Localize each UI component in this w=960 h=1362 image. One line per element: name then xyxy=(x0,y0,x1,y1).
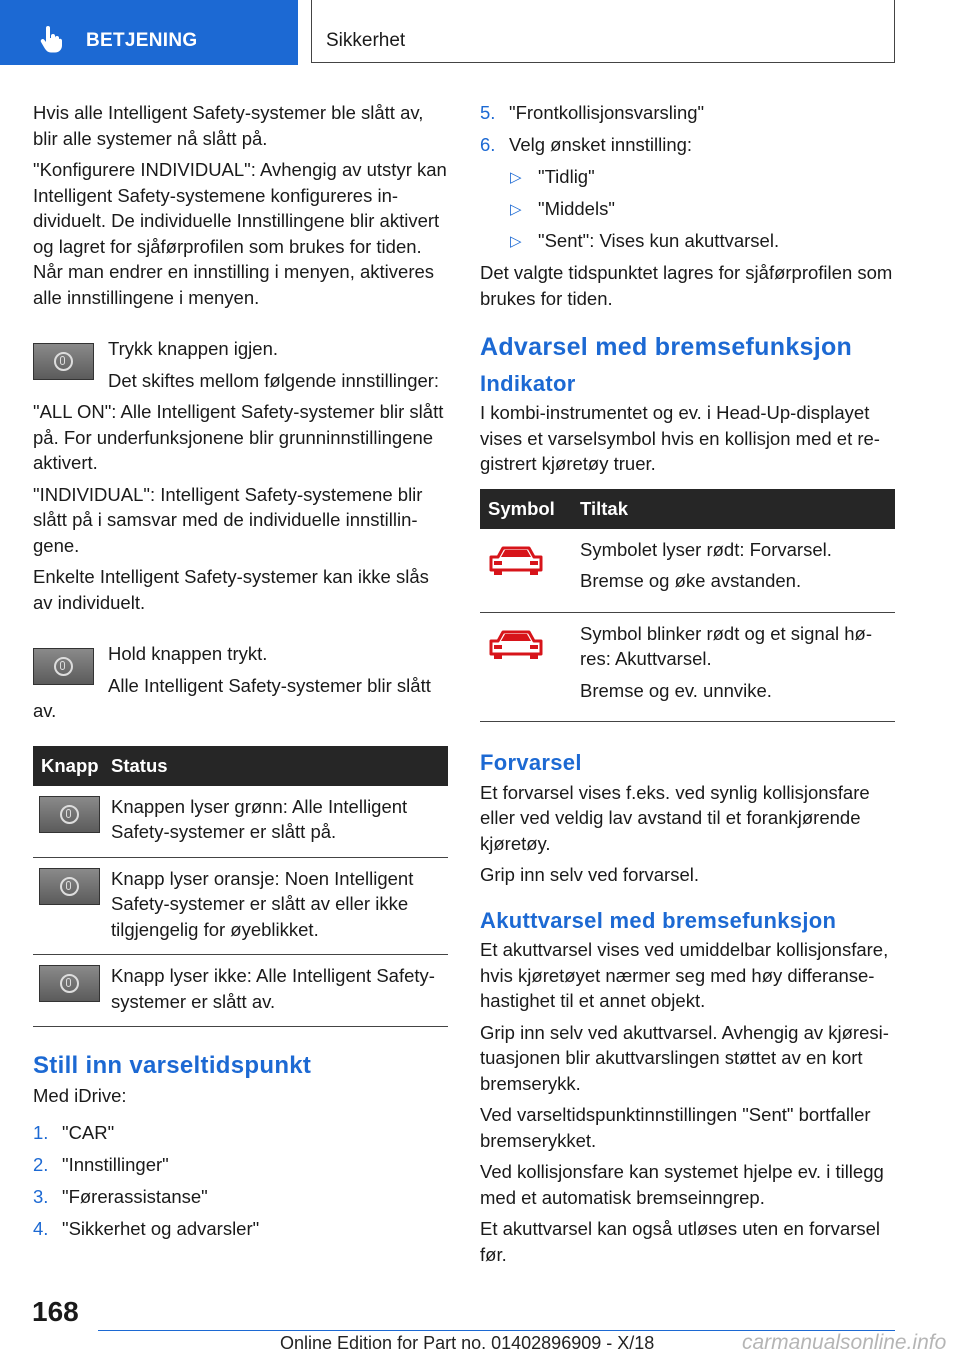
instruction-text: Det skiftes mellom følgende innstillinger: xyxy=(108,369,440,391)
collision-warning-car-icon xyxy=(486,543,546,579)
paragraph: Grip inn selv ved akuttvarsel. Avhengig av kjøresituasjonen blir akuttvarslingen støttet av en kort bremserykk. xyxy=(480,1021,889,1094)
collision-warning-car-icon xyxy=(486,627,546,663)
safety-button-icon xyxy=(39,796,100,833)
button-status-table xyxy=(33,746,448,1028)
status-cell: Knappen lyser grønn: Alle Intelligent Safety-systemer er slått på. xyxy=(103,786,448,858)
paragraph: "INDIVIDUAL": Intelligent Safety-systemene blir slått på i samsvar med de individuelle innstillingene. xyxy=(33,483,423,556)
paragraph: Et akuttvarsel kan også utløses uten en forvarsel før. xyxy=(480,1218,881,1265)
column-header: Symbol xyxy=(480,489,572,529)
list-item: ▷ "Tidlig" xyxy=(480,164,895,190)
safety-button-icon xyxy=(33,343,94,380)
table-row xyxy=(33,857,448,955)
sub-heading: Akuttvarsel med bremsefunksjon xyxy=(480,907,837,933)
action-text: Symbol blinker rødt og et signal høres: Akuttvarsel. xyxy=(580,622,873,669)
table-row xyxy=(480,529,895,613)
paragraph: Hvis alle Intelligent Safety-systemer ble slått av, blir alle systemer nå slått på. xyxy=(33,102,424,149)
column-header: Tiltak xyxy=(572,489,895,529)
column-header: Knapp xyxy=(33,746,103,786)
watermark: carmanualsonline.info xyxy=(742,1331,947,1354)
action-text: Bremse og ev. unnvike. xyxy=(580,679,772,701)
press-again-instruction xyxy=(33,336,448,393)
paragraph: Med iDrive: xyxy=(33,1084,127,1106)
instruction-text: Trykk knappen igjen. xyxy=(108,338,279,359)
list-item: 5. "Frontkollisjonsvarsling" xyxy=(480,102,705,123)
chapter-tab xyxy=(311,0,895,63)
column-header: Status xyxy=(103,746,448,786)
safety-button-icon xyxy=(39,965,100,1002)
list-item: 3. "Førerassistanse" xyxy=(33,1186,208,1207)
list-item: 6. Velg ønsket innstilling: xyxy=(480,134,693,155)
page-number: 168 xyxy=(32,1296,79,1327)
paragraph: Grip inn selv ved forvarsel. xyxy=(480,864,700,885)
paragraph: Et forvarsel vises f.eks. ved synlig kollisjonsfare eller ved veldig lav avstand til et forankjørende kjøretøy. xyxy=(480,781,870,854)
paragraph: "ALL ON": Alle Intelligent Safety-systemer blir slått på. For underfunksjonene blir grunninnstillingene aktivert. xyxy=(33,401,444,473)
paragraph: "Konfigurere INDIVIDUAL": Avhengig av utstyr kan Intelligent Safety-systemene konfigureres individuelt. De individuelle Innstillingene blir aktivert og lagret for sjåførprofilen som brukes for tiden. Når man endrer en innstilling i menyen, aktiveres alle innstillingene i menyen. xyxy=(33,159,447,308)
right-column xyxy=(480,100,895,1273)
option-list xyxy=(480,164,895,254)
table-row xyxy=(480,612,895,722)
triangle-bullet-icon: ▷ xyxy=(510,233,522,250)
paragraph: Ved kollisjonsfare kan systemet hjelpe ev. i tillegg med et automatisk bremseinngrep. xyxy=(480,1161,884,1208)
section-tab xyxy=(0,0,298,65)
table-row xyxy=(33,786,448,858)
list-item: 4. "Sikkerhet og advarsler" xyxy=(33,1218,260,1239)
edition-footer: Online Edition for Part no. 01402896909 - X/18 xyxy=(280,1333,655,1353)
section-heading: Advarsel med bremsefunksjon xyxy=(480,333,853,361)
symbol-action-table xyxy=(480,489,895,723)
status-cell: Knapp lyser oransje: Noen Intelligent Safety-systemer er slått av eller ikke tilgjengelig for øyeblikket. xyxy=(103,857,448,955)
sub-heading: Indikator xyxy=(480,370,576,396)
sub-heading: Forvarsel xyxy=(480,750,582,775)
status-cell: Knapp lyser ikke: Alle Intelligent Safety-systemer er slått av. xyxy=(103,955,448,1027)
list-item: 1. "CAR" xyxy=(33,1122,115,1143)
paragraph: Et akuttvarsel vises ved umiddelbar kollisjonsfare, hvis kjøretøyet nærmer seg med høy differansehastighet til et annet objekt. xyxy=(480,939,889,1011)
instruction-text: Alle Intelligent Safety-systemer blir slått av. xyxy=(33,674,431,721)
action-text: Symbolet lyser rødt: Forvarsel. xyxy=(580,538,832,560)
step-list xyxy=(480,100,895,158)
paragraph: Enkelte Intelligent Safety-systemer kan ikke slås av individuelt. xyxy=(33,566,429,613)
step-list xyxy=(33,1120,448,1242)
triangle-bullet-icon: ▷ xyxy=(510,169,522,186)
safety-button-icon xyxy=(39,868,100,905)
instruction-text: Hold knappen trykt. xyxy=(108,643,268,664)
safety-button-icon xyxy=(33,648,94,685)
triangle-bullet-icon: ▷ xyxy=(510,201,522,218)
list-item: ▷ "Sent": Vises kun akuttvarsel. xyxy=(480,228,895,254)
pointing-hand-icon xyxy=(40,26,64,53)
hold-instruction xyxy=(33,641,448,724)
list-item: 2. "Innstillinger" xyxy=(33,1154,169,1175)
action-text: Bremse og øke avstanden. xyxy=(580,570,802,591)
chapter-title: Sikkerhet xyxy=(326,30,406,51)
paragraph: Det valgte tidspunktet lagres for sjåførprofilen som brukes for tiden. xyxy=(480,262,893,309)
section-heading: Still inn varseltidspunkt xyxy=(33,1052,312,1079)
section-title: BETJENING xyxy=(86,30,198,51)
paragraph: I kombi-instrumentet og ev. i Head-Up-displayet vises et varselsymbol hvis en kollisjon med et registrert kjøretøy truer. xyxy=(480,402,880,474)
paragraph: Ved varseltidspunktinnstillingen "Sent" bortfaller bremserykket. xyxy=(480,1104,871,1151)
left-column xyxy=(33,100,448,1248)
list-item: ▷ "Middels" xyxy=(480,196,895,222)
table-row xyxy=(33,955,448,1027)
